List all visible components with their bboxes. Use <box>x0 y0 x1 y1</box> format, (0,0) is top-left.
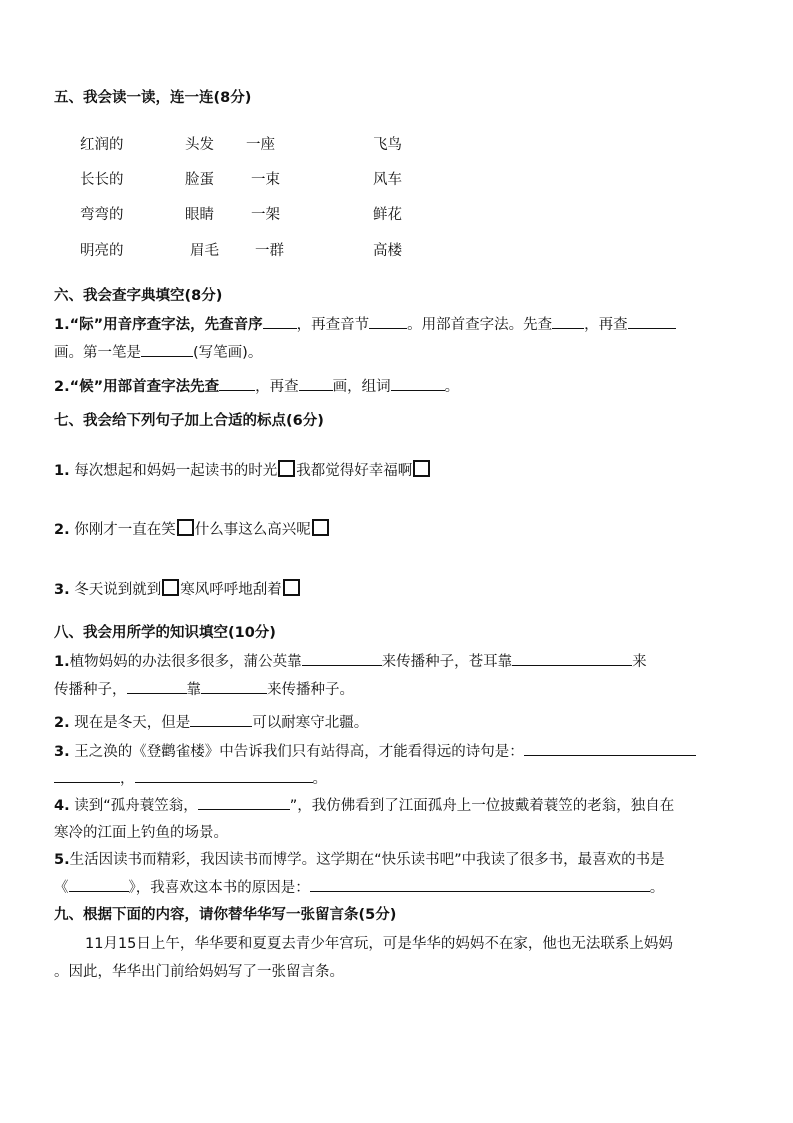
answer-blank[interactable] <box>512 651 632 666</box>
answer-blank[interactable] <box>54 768 120 783</box>
section-7-title: 七、我会给下列句子加上合适的标点(6分) <box>54 413 324 429</box>
match-adjective: 红润的 <box>80 137 124 153</box>
question-number: 1. <box>54 654 70 670</box>
question-number: 5. <box>54 852 70 868</box>
match-measure-word: 一架 <box>251 207 280 223</box>
question-number: 1. <box>54 463 70 479</box>
s8-question-3-cont: ， 。 <box>54 767 327 788</box>
answer-blank[interactable] <box>263 314 297 329</box>
section-6-title: 六、我会查字典填空(8分) <box>54 288 223 304</box>
match-adjective: 长长的 <box>80 172 124 188</box>
match-object: 鲜花 <box>373 207 402 223</box>
s8-question-3: 3. 王之涣的《登鹳雀楼》中告诉我们只有站得高，才能看得远的诗句是： <box>54 740 696 761</box>
answer-blank[interactable] <box>391 376 445 391</box>
match-measure-word: 一座 <box>246 137 275 153</box>
s8-question-2: 2. 现在是冬天，但是 可以耐寒守北疆。 <box>54 711 368 732</box>
answer-blank[interactable] <box>201 679 267 694</box>
match-object: 风车 <box>373 172 402 188</box>
answer-blank[interactable] <box>310 877 650 892</box>
s8-question-1-cont: 传播种子， 靠 来传播种子。 <box>54 678 354 699</box>
s6-question-2: 2.“候”用部首查字法先查 ，再查 画，组词 。 <box>54 375 459 396</box>
s9-paragraph-line-2: 。因此，华华出门前给妈妈写了一张留言条。 <box>54 964 344 980</box>
s6-question-1: 1.“际”用音序查字法，先查音序 ，再查音节 。用部首查字法。先查 ，再查 <box>54 313 676 334</box>
s8-question-5: 5.生活因读书而精彩，我因读书而博学。这学期在“快乐读书吧”中我读了很多书，最喜欢的书是 <box>54 852 665 868</box>
punctuation-box[interactable] <box>413 460 430 477</box>
answer-blank[interactable] <box>302 651 382 666</box>
answer-blank[interactable] <box>69 877 129 892</box>
question-number: 1. <box>54 317 70 333</box>
section-5-title: 五、我会读一读，连一连(8分) <box>54 90 252 106</box>
punctuation-box[interactable] <box>278 460 295 477</box>
answer-blank[interactable] <box>190 712 252 727</box>
s8-question-1: 1.植物妈妈的办法很多很多，蒲公英靠 来传播种子，苍耳靠 来 <box>54 650 647 671</box>
s7-sentence-1: 1. 每次想起和妈妈一起读书的时光 我都觉得好幸福啊 <box>54 459 431 480</box>
s8-question-4-cont: 寒冷的江面上钓鱼的场景。 <box>54 825 228 841</box>
question-number: 3. <box>54 744 70 760</box>
match-measure-word: 一群 <box>255 243 284 259</box>
s8-question-4: 4. 读到“孤舟蓑笠翁， ”，我仿佛看到了江面孤舟上一位披戴着蓑笠的老翁，独自在 <box>54 794 674 815</box>
s7-sentence-2: 2. 你刚才一直在笑 什么事这么高兴呢 <box>54 518 330 539</box>
question-number: 3. <box>54 582 70 598</box>
punctuation-box[interactable] <box>162 579 179 596</box>
question-number: 2. <box>54 522 70 538</box>
punctuation-box[interactable] <box>283 579 300 596</box>
match-object: 飞鸟 <box>373 137 402 153</box>
match-noun: 头发 <box>185 137 214 153</box>
answer-blank[interactable] <box>135 768 313 783</box>
match-measure-word: 一束 <box>251 172 280 188</box>
match-noun: 眼睛 <box>185 207 214 223</box>
answer-blank[interactable] <box>219 376 255 391</box>
s6-question-1-cont: 画。第一笔是 (写笔画)。 <box>54 341 262 362</box>
punctuation-box[interactable] <box>177 519 194 536</box>
match-adjective: 明亮的 <box>80 243 124 259</box>
s8-question-5-cont: 《 》，我喜欢这本书的原因是： 。 <box>54 876 664 897</box>
question-number: 4. <box>54 798 70 814</box>
punctuation-box[interactable] <box>312 519 329 536</box>
question-number: 2. <box>54 715 70 731</box>
s7-sentence-3: 3. 冬天说到就到 寒风呼呼地刮着 <box>54 578 301 599</box>
match-adjective: 弯弯的 <box>80 207 124 223</box>
answer-blank[interactable] <box>299 376 333 391</box>
answer-blank[interactable] <box>141 342 193 357</box>
answer-blank[interactable] <box>198 795 290 810</box>
answer-blank[interactable] <box>552 314 584 329</box>
answer-blank[interactable] <box>369 314 407 329</box>
answer-blank[interactable] <box>628 314 676 329</box>
answer-blank[interactable] <box>524 741 696 756</box>
match-noun: 脸蛋 <box>185 172 214 188</box>
match-object: 高楼 <box>373 243 402 259</box>
question-number: 2. <box>54 379 70 395</box>
answer-blank[interactable] <box>127 679 187 694</box>
match-noun: 眉毛 <box>190 243 219 259</box>
section-9-title: 九、根据下面的内容，请你替华华写一张留言条(5分) <box>54 907 397 923</box>
s9-paragraph-line-1: 11月15日上午，华华要和夏夏去青少年宫玩，可是华华的妈妈不在家，他也无法联系上妈妈 <box>85 936 673 952</box>
section-8-title: 八、我会用所学的知识填空(10分) <box>54 625 276 641</box>
